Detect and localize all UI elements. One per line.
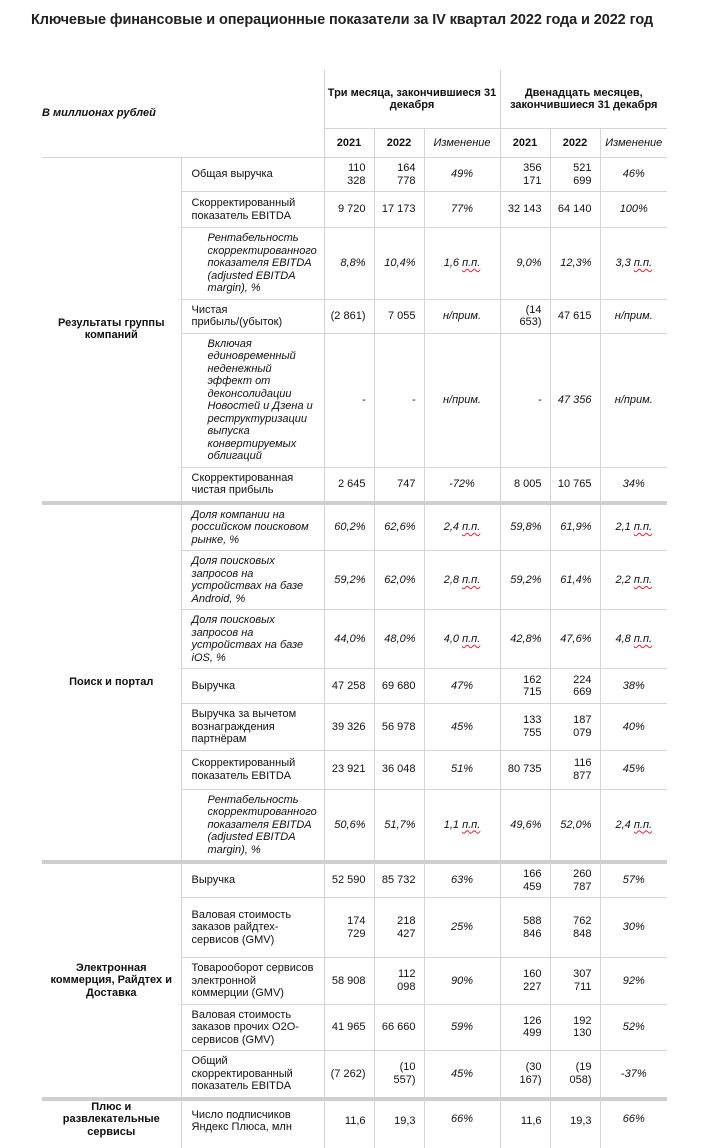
cell-q-2022: 36 048 bbox=[374, 750, 424, 789]
cell-y-2022: 116 877 bbox=[550, 750, 600, 789]
change-unit: п.п. bbox=[634, 819, 652, 831]
change-value: 1,6 bbox=[444, 257, 459, 269]
cell-q-2022: 51,7% bbox=[374, 789, 424, 862]
cell-y-change bbox=[600, 610, 667, 669]
table-row bbox=[42, 158, 667, 192]
change-unit: п.п. bbox=[462, 257, 480, 269]
cell-y-2022: 12,3% bbox=[550, 228, 600, 300]
change-value: 4,8 bbox=[615, 633, 630, 645]
cell-y-2021: - bbox=[500, 333, 550, 467]
cell-q-2021: (7 262) bbox=[324, 1051, 374, 1099]
cell-y-2022: 224 669 bbox=[550, 669, 600, 704]
cell-y-2022: 260 787 bbox=[550, 862, 600, 898]
cell-q-2022: 62,6% bbox=[374, 503, 424, 551]
cell-y-change: 38% bbox=[600, 669, 667, 704]
cell-y-change: н/прим. bbox=[600, 299, 667, 333]
cell-y-change bbox=[600, 789, 667, 862]
cell-y-2021: 588 846 bbox=[500, 898, 550, 958]
row-label: Скорректированный показатель EBITDA bbox=[181, 750, 324, 789]
row-label: Число подписчиков Яндекс Плюса, млн bbox=[181, 1099, 324, 1148]
cell-q-2021: (2 861) bbox=[324, 299, 374, 333]
section-group-label: Электронная коммерция, Райдтех и Доставка bbox=[42, 862, 181, 1099]
cell-y-2022: 307 711 bbox=[550, 958, 600, 1005]
row-label: Включая единовременный неденежный эффект от деконсолидации Новостей и Дзена и реструктуризации выпуска конвертируемых облигаций bbox=[181, 333, 324, 467]
cell-q-2021: 50,6% bbox=[324, 789, 374, 862]
change-value: 2,4 bbox=[444, 521, 459, 533]
cell-q-change: 90% bbox=[424, 958, 500, 1005]
cell-y-2021: 59,8% bbox=[500, 503, 550, 551]
cell-q-2021: 2 645 bbox=[324, 467, 374, 503]
change-value: 2,8 bbox=[444, 574, 459, 586]
cell-q-2022: 747 bbox=[374, 467, 424, 503]
cell-y-2022: 64 140 bbox=[550, 192, 600, 228]
change-value: 4,0 bbox=[444, 633, 459, 645]
cell-q-change: н/прим. bbox=[424, 299, 500, 333]
col-y-2022: 2022 bbox=[550, 129, 600, 158]
cell-q-2022: 112 098 bbox=[374, 958, 424, 1005]
cell-q-change bbox=[424, 503, 500, 551]
cell-q-2021: 11,6 bbox=[324, 1099, 374, 1148]
cell-y-2022: 521 699 bbox=[550, 158, 600, 192]
cell-q-2021: 39 326 bbox=[324, 704, 374, 751]
cell-q-2021: 44,0% bbox=[324, 610, 374, 669]
change-value: 2,2 bbox=[615, 574, 630, 586]
cell-y-2021: 356 171 bbox=[500, 158, 550, 192]
change-value: 1,1 bbox=[444, 819, 459, 831]
row-label: Общая выручка bbox=[181, 158, 324, 192]
units-label: В миллионах рублей bbox=[42, 70, 324, 158]
cell-y-change: 92% bbox=[600, 958, 667, 1005]
cell-q-change: 59% bbox=[424, 1004, 500, 1051]
cell-q-change: 45% bbox=[424, 1051, 500, 1099]
cell-q-2022: 56 978 bbox=[374, 704, 424, 751]
row-label: Выручка bbox=[181, 862, 324, 898]
cell-q-2022: 164 778 bbox=[374, 158, 424, 192]
cell-y-change bbox=[600, 551, 667, 610]
cell-q-2021: 59,2% bbox=[324, 551, 374, 610]
cell-q-change: -72% bbox=[424, 467, 500, 503]
cell-y-2022: 187 079 bbox=[550, 704, 600, 751]
cell-q-2022: 69 680 bbox=[374, 669, 424, 704]
row-label: Доля поисковых запросов на устройствах на базе iOS, % bbox=[181, 610, 324, 669]
cell-y-2021: 32 143 bbox=[500, 192, 550, 228]
cell-q-change: 63% bbox=[424, 862, 500, 898]
cell-q-change: 45% bbox=[424, 704, 500, 751]
cell-q-2022: 48,0% bbox=[374, 610, 424, 669]
table-row bbox=[42, 1099, 667, 1148]
cell-y-2021: (14 653) bbox=[500, 299, 550, 333]
cell-q-2021: 60,2% bbox=[324, 503, 374, 551]
cell-q-2022: 66 660 bbox=[374, 1004, 424, 1051]
cell-y-2021: 160 227 bbox=[500, 958, 550, 1005]
cell-y-2022: 47 615 bbox=[550, 299, 600, 333]
cell-y-2021: 166 459 bbox=[500, 862, 550, 898]
cell-y-2021: 133 755 bbox=[500, 704, 550, 751]
change-unit: п.п. bbox=[634, 521, 652, 533]
cell-q-change bbox=[424, 610, 500, 669]
change-unit: п.п. bbox=[462, 633, 480, 645]
cell-q-2021: 58 908 bbox=[324, 958, 374, 1005]
cell-q-2022: 7 055 bbox=[374, 299, 424, 333]
cell-y-2021: (30 167) bbox=[500, 1051, 550, 1099]
table-row bbox=[42, 862, 667, 898]
cell-q-2022: 218 427 bbox=[374, 898, 424, 958]
cell-y-change: 40% bbox=[600, 704, 667, 751]
row-label: Выручка bbox=[181, 669, 324, 704]
cell-y-2022: 52,0% bbox=[550, 789, 600, 862]
col-q-2021: 2021 bbox=[324, 129, 374, 158]
change-value: 3,3 bbox=[615, 257, 630, 269]
row-label: Рентабельность скорректированного показателя EBITDA (adjusted EBITDA margin), % bbox=[181, 228, 324, 300]
cell-y-change: 46% bbox=[600, 158, 667, 192]
cell-q-2021: 23 921 bbox=[324, 750, 374, 789]
cell-y-2022: 19,3 bbox=[550, 1099, 600, 1148]
change-unit: п.п. bbox=[462, 574, 480, 586]
cell-y-2022: 192 130 bbox=[550, 1004, 600, 1051]
cell-y-2021: 11,6 bbox=[500, 1099, 550, 1148]
row-label: Рентабельность скорректированного показателя EBITDA (adjusted EBITDA margin), % bbox=[181, 789, 324, 862]
cell-q-2021: 47 258 bbox=[324, 669, 374, 704]
cell-q-2021: 41 965 bbox=[324, 1004, 374, 1051]
col-y-change: Изменение bbox=[600, 129, 667, 158]
cell-y-change: 100% bbox=[600, 192, 667, 228]
cell-q-2021: 8,8% bbox=[324, 228, 374, 300]
cell-y-2021: 9,0% bbox=[500, 228, 550, 300]
cell-q-change bbox=[424, 551, 500, 610]
cell-q-2022: 10,4% bbox=[374, 228, 424, 300]
col-q-change: Изменение bbox=[424, 129, 500, 158]
cell-y-change: -37% bbox=[600, 1051, 667, 1099]
col-q-2022: 2022 bbox=[374, 129, 424, 158]
cell-q-2022: 85 732 bbox=[374, 862, 424, 898]
cell-q-change: н/прим. bbox=[424, 333, 500, 467]
table-row bbox=[42, 503, 667, 551]
cell-y-change: 34% bbox=[600, 467, 667, 503]
cell-y-2021: 49,6% bbox=[500, 789, 550, 862]
section-group-label: Поиск и портал bbox=[42, 503, 181, 863]
cell-y-2021: 126 499 bbox=[500, 1004, 550, 1051]
cell-q-change bbox=[424, 228, 500, 300]
cell-y-change: 45% bbox=[600, 750, 667, 789]
row-label: Выручка за вычетом вознаграждения партнёрам bbox=[181, 704, 324, 751]
row-label: Валовая стоимость заказов райдтех-сервисов (GMV) bbox=[181, 898, 324, 958]
row-label: Доля компании на российском поисковом рынке, % bbox=[181, 503, 324, 551]
cell-q-2022: (10 557) bbox=[374, 1051, 424, 1099]
cell-q-change: 49% bbox=[424, 158, 500, 192]
cell-y-change: 57% bbox=[600, 862, 667, 898]
cell-q-2021: 9 720 bbox=[324, 192, 374, 228]
cell-q-change: 51% bbox=[424, 750, 500, 789]
cell-q-2021: - bbox=[324, 333, 374, 467]
row-label: Доля поисковых запросов на устройствах на базе Android, % bbox=[181, 551, 324, 610]
change-unit: п.п. bbox=[634, 574, 652, 586]
change-unit: п.п. bbox=[462, 819, 480, 831]
cell-q-change: 66% bbox=[424, 1099, 500, 1148]
change-unit: п.п. bbox=[462, 521, 480, 533]
page-title: Ключевые финансовые и операционные показатели за IV квартал 2022 года и 2022 год bbox=[31, 12, 653, 28]
row-label: Валовая стоимость заказов прочих O2O-сервисов (GMV) bbox=[181, 1004, 324, 1051]
cell-q-2021: 52 590 bbox=[324, 862, 374, 898]
change-unit: п.п. bbox=[634, 633, 652, 645]
cell-y-2022: 10 765 bbox=[550, 467, 600, 503]
row-label: Общий скорректированный показатель EBITDA bbox=[181, 1051, 324, 1099]
financial-table bbox=[42, 70, 667, 1148]
cell-q-change bbox=[424, 789, 500, 862]
cell-y-2021: 8 005 bbox=[500, 467, 550, 503]
change-value: 2,4 bbox=[615, 819, 630, 831]
cell-y-change: н/прим. bbox=[600, 333, 667, 467]
cell-q-2021: 110 328 bbox=[324, 158, 374, 192]
cell-q-2022: - bbox=[374, 333, 424, 467]
cell-y-change: 66% bbox=[600, 1099, 667, 1148]
row-label: Товарооборот сервисов электронной коммерции (GMV) bbox=[181, 958, 324, 1005]
cell-q-2021: 174 729 bbox=[324, 898, 374, 958]
period-three-months: Три месяца, закончившиеся 31 декабря bbox=[324, 70, 500, 129]
row-label: Скорректированная чистая прибыль bbox=[181, 467, 324, 503]
section-group-label: Плюс и развлекательные сервисы bbox=[42, 1099, 181, 1148]
section-group-label: Результаты группы компаний bbox=[42, 158, 181, 503]
cell-q-2022: 17 173 bbox=[374, 192, 424, 228]
cell-q-change: 77% bbox=[424, 192, 500, 228]
change-value: 2,1 bbox=[615, 521, 630, 533]
col-y-2021: 2021 bbox=[500, 129, 550, 158]
row-label: Скорректированный показатель EBITDA bbox=[181, 192, 324, 228]
cell-y-change bbox=[600, 503, 667, 551]
cell-q-2022: 62,0% bbox=[374, 551, 424, 610]
cell-y-2022: 762 848 bbox=[550, 898, 600, 958]
cell-y-change: 52% bbox=[600, 1004, 667, 1051]
period-twelve-months: Двенадцать месяцев, закончившиеся 31 декабря bbox=[500, 70, 667, 129]
cell-y-2022: 47,6% bbox=[550, 610, 600, 669]
cell-y-change: 30% bbox=[600, 898, 667, 958]
cell-q-change: 25% bbox=[424, 898, 500, 958]
cell-y-change bbox=[600, 228, 667, 300]
cell-y-2022: 61,4% bbox=[550, 551, 600, 610]
cell-y-2021: 80 735 bbox=[500, 750, 550, 789]
cell-y-2022: (19 058) bbox=[550, 1051, 600, 1099]
cell-y-2021: 42,8% bbox=[500, 610, 550, 669]
cell-y-2021: 162 715 bbox=[500, 669, 550, 704]
cell-q-2022: 19,3 bbox=[374, 1099, 424, 1148]
change-unit: п.п. bbox=[634, 257, 652, 269]
cell-y-2022: 61,9% bbox=[550, 503, 600, 551]
row-label: Чистая прибыль/(убыток) bbox=[181, 299, 324, 333]
cell-q-change: 47% bbox=[424, 669, 500, 704]
cell-y-2022: 47 356 bbox=[550, 333, 600, 467]
cell-y-2021: 59,2% bbox=[500, 551, 550, 610]
